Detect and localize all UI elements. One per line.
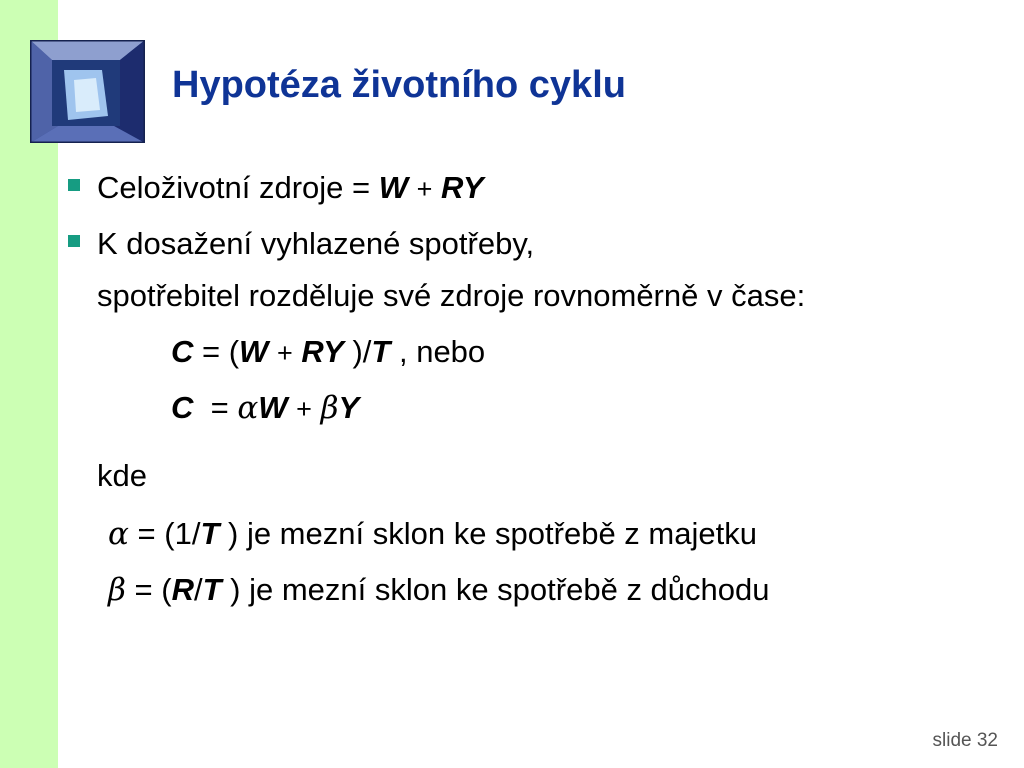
equation-2 <box>171 392 359 424</box>
var-ry: RY <box>301 334 344 369</box>
beta-symbol: β <box>320 390 339 426</box>
equals-open-paren: = ( <box>193 334 240 369</box>
alpha-symbol: α <box>108 516 129 552</box>
beta-definition <box>108 574 770 606</box>
var-t: T <box>200 516 220 551</box>
var-w: W <box>239 334 269 369</box>
plus-sign: + <box>416 174 433 204</box>
slide-number: slide 32 <box>932 730 998 751</box>
var-ry: RY <box>441 170 484 205</box>
bullet-marker <box>68 235 80 247</box>
bullet-2-line-2: spotřebitel rozděluje své zdroje rovnoměrně v čase: <box>97 278 806 313</box>
page-title: Hypotéza životního cyklu <box>172 64 626 106</box>
bullet-2-line-1: K dosažení vyhlazené spotřeby, <box>97 226 535 261</box>
var-w: W <box>378 170 408 205</box>
var-w: W <box>258 390 288 425</box>
beta-def-post: ) je mezní sklon ke spotřebě z důchodu <box>221 572 770 607</box>
where-label: kde <box>97 458 147 493</box>
slash: / <box>193 572 203 607</box>
alpha-symbol: α <box>237 390 259 426</box>
equals-sign: = <box>193 390 238 425</box>
equation-1 <box>171 336 485 367</box>
beta-symbol: β <box>108 572 126 608</box>
bullet-1-label: Celoživotní zdroje = <box>97 170 379 205</box>
var-c: C <box>171 334 194 369</box>
equation-1-tail: , nebo <box>390 334 486 369</box>
plus-sign: + <box>296 394 312 424</box>
var-c: C <box>171 390 194 425</box>
bullet-1-text <box>97 172 484 203</box>
alpha-def-pre: = (1/ <box>128 516 201 551</box>
alpha-definition <box>108 518 757 550</box>
var-t: T <box>202 572 222 607</box>
window-well-logo-icon <box>30 40 145 143</box>
close-paren-divide: )/ <box>343 334 372 369</box>
var-r: R <box>171 572 194 607</box>
alpha-def-post: ) je mezní sklon ke spotřebě z majetku <box>219 516 757 551</box>
var-t: T <box>371 334 391 369</box>
var-y: Y <box>338 390 360 425</box>
plus-sign: + <box>276 338 293 368</box>
bullet-marker <box>68 179 80 191</box>
beta-def-pre: = ( <box>125 572 172 607</box>
